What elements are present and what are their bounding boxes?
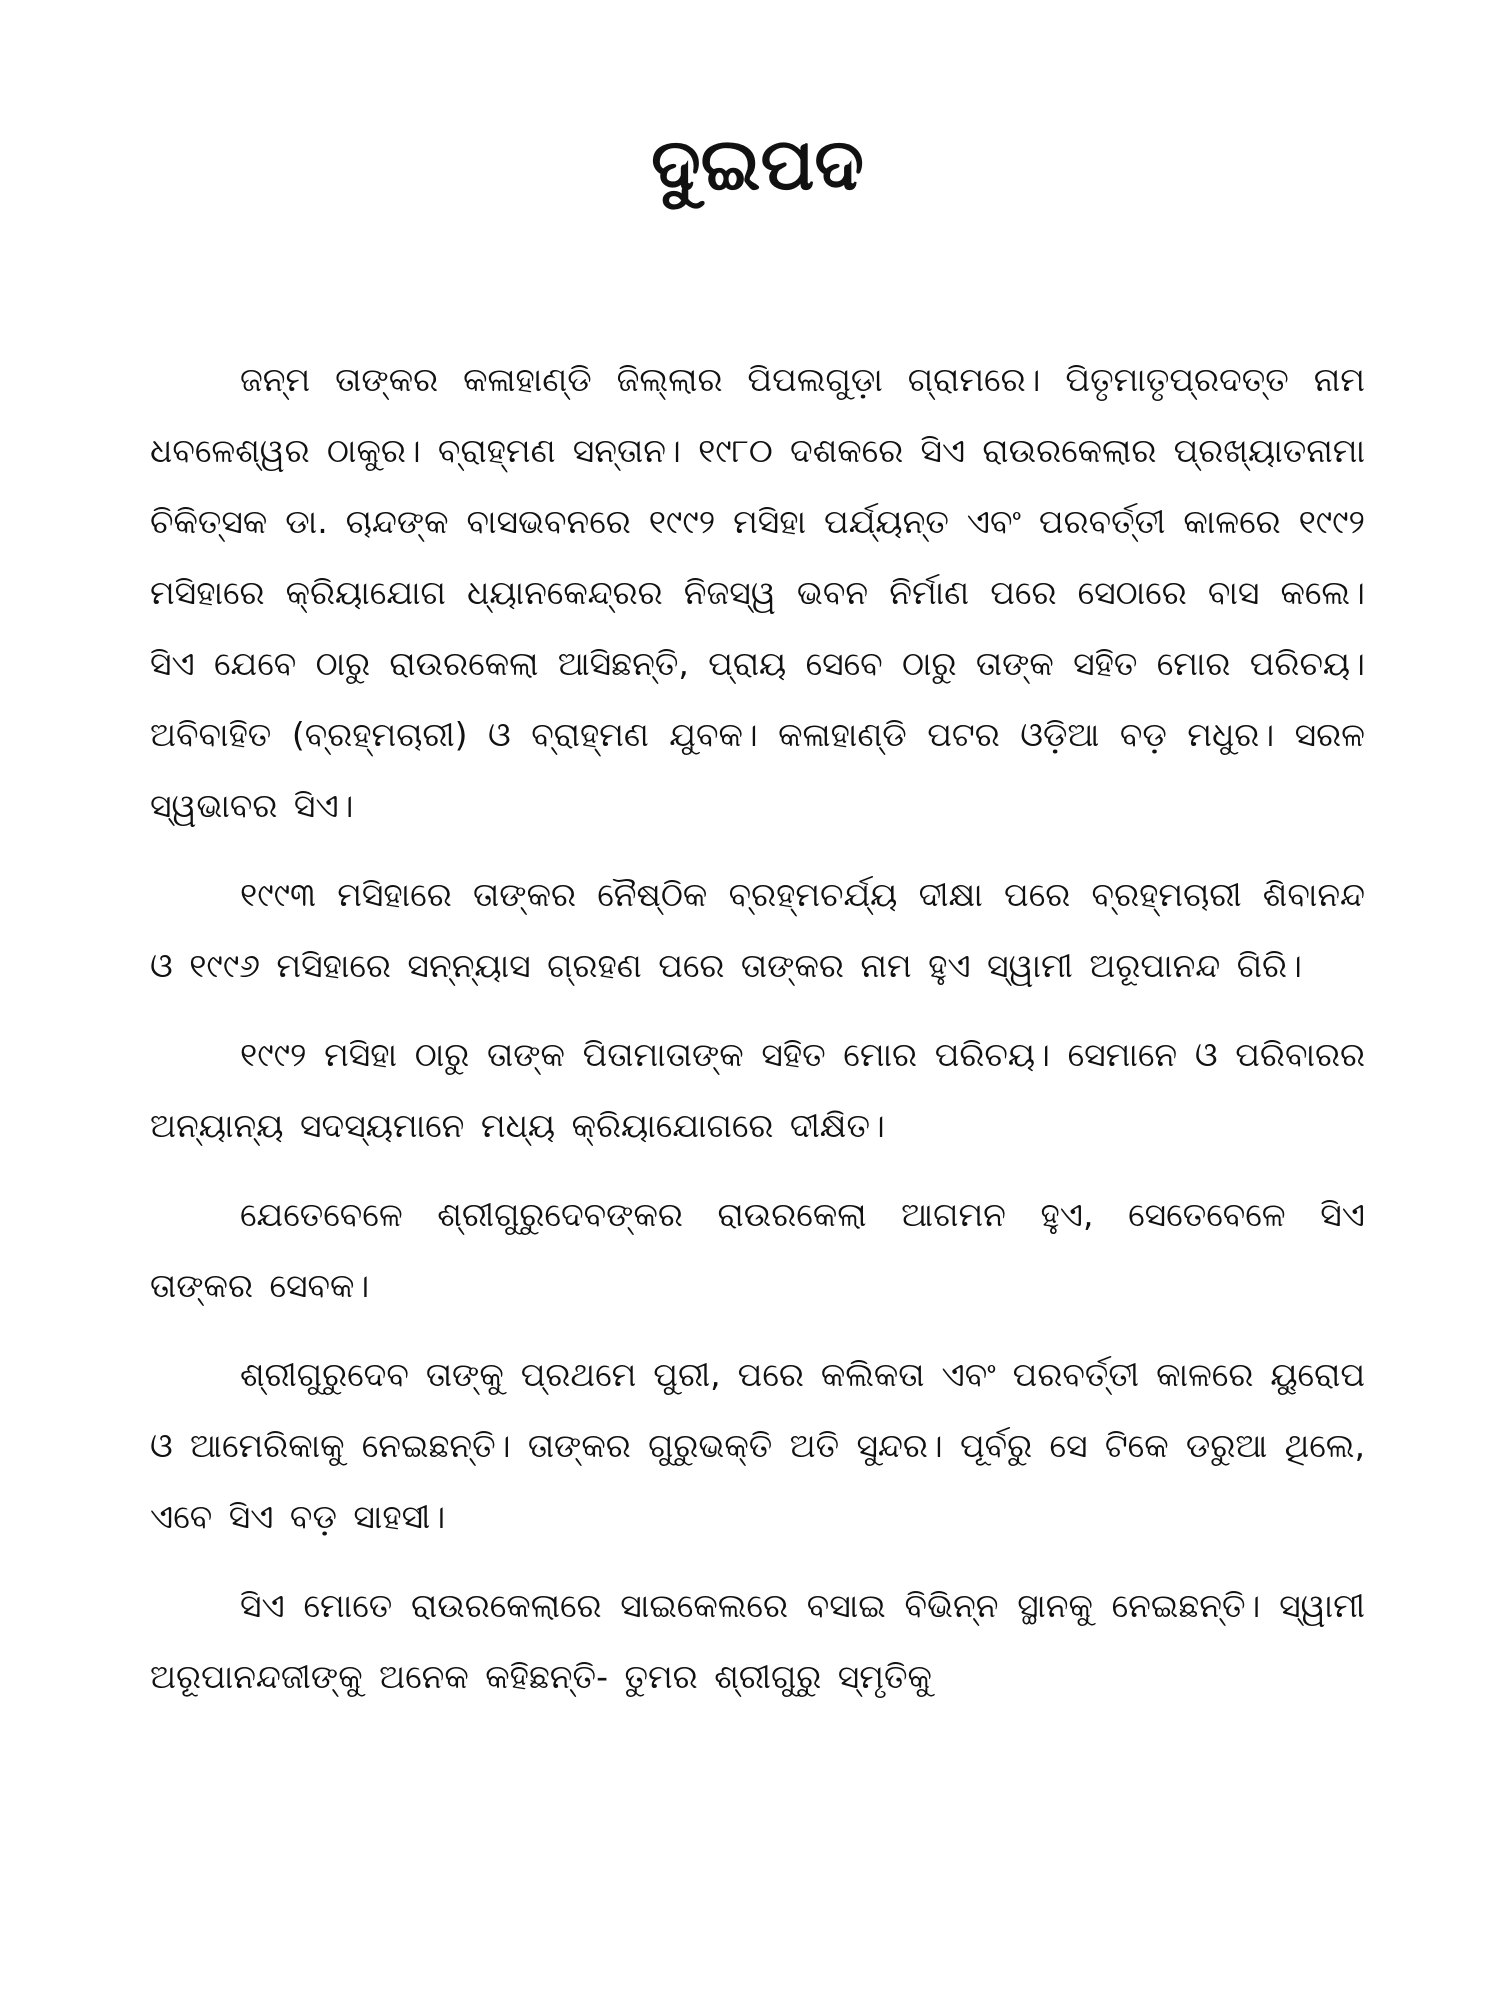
paragraph-2: ୧୯୯୩ ମସିହାରେ ତାଙ୍କର ନୈଷ୍ଠିକ ବ୍ରହ୍ମଚର୍ଯ୍ୟ ଦୀକ୍ଷା ପରେ ବ୍ରହ୍ମଚାରୀ ଶିବାନନ୍ଦ ଓ ୧୯୯୬ ମସିହାରେ ସନ୍ନ୍ୟାସ ଗ୍ରହଣ ପରେ ତାଙ୍କର ନାମ ହୁଏ ସ୍ୱାମୀ ଅରୂପାନନ୍ଦ ଗିରି। — [150, 875, 1365, 986]
paragraph-5: ଶ୍ରୀଗୁରୁଦେବ ତାଙ୍କୁ ପ୍ରଥମେ ପୁରୀ, ପରେ କଲିକତା ଏବଂ ପରବର୍ତ୍ତୀ କାଳରେ ୟୁରୋପ ଓ ଆମେରିକାକୁ ନେଇଛନ୍ତି। ତାଙ୍କର ଗୁରୁଭକ୍ତି ଅତି ସୁନ୍ଦର। ପୂର୍ବରୁ ସେ ଟିକେ ଡରୁଆ ଥିଲେ, ଏବେ ସିଏ ବଡ଼ ସାହସୀ। — [150, 1355, 1365, 1537]
paragraph-4: ଯେତେବେଳେ ଶ୍ରୀଗୁରୁଦେବଙ୍କର ରାଉରକେଲା ଆଗମନ ହୁଏ, ସେତେବେଳେ ସିଏ ତାଙ୍କର ସେବକ। — [150, 1195, 1365, 1306]
page-title: ଦୁଇପଦ — [651, 122, 864, 206]
paragraph-1: ଜନ୍ମ ତାଙ୍କର କଳାହାଣ୍ଡି ଜିଲ୍ଲାର ପିପଲଗୁଡ଼ା ଗ୍ରାମରେ। ପିତୃମାତୃପ୍ରଦତ୍ତ ନାମ ଧବଳେଶ୍ୱର ଠାକୁର। ବ୍ରାହ୍ମଣ ସନ୍ତାନ। ୧୯୮୦ ଦଶକରେ ସିଏ ରାଉରକେଲାର ପ୍ରଖ୍ୟାତନାମା ଚିକିତ୍ସକ ଡା. ଚାନ୍ଦଙ୍କ ବାସଭବନରେ ୧୯୯୨ ମସିହା ପର୍ଯ୍ୟନ୍ତ ଏବଂ ପରବର୍ତ୍ତୀ କାଳରେ ୧୯୯୨ ମସିହାରେ କ୍ରିୟାଯୋଗ ଧ୍ୟାନକେନ୍ଦ୍ରର ନିଜସ୍ୱ ଭବନ ନିର୍ମାଣ ପରେ ସେଠାରେ ବାସ କଲେ। ସିଏ ଯେବେ ଠାରୁ ରାଉରକେଲା ଆସିଛନ୍ତି, ପ୍ରାୟ ସେବେ ଠାରୁ ତାଙ୍କ ସହିତ ମୋର ପରିଚୟ। ଅବିବାହିତ (ବ୍ରହ୍ମଚାରୀ) ଓ ବ୍ରାହ୍ମଣ ଯୁବକ। କଳାହାଣ୍ଡି ପଟର ଓଡ଼ିଆ ବଡ଼ ମଧୁର। ସରଳ ସ୍ୱଭାବର ସିଏ। — [150, 360, 1365, 826]
paragraph-6: ସିଏ ମୋତେ ରାଉରକେଲାରେ ସାଇକେଲରେ ବସାଇ ବିଭିନ୍ନ ସ୍ଥାନକୁ ନେଇଛନ୍ତି। ସ୍ୱାମୀ ଅରୂପାନନ୍ଦଜୀଙ୍କୁ ଅନେକ କହିଛନ୍ତି- ତୁମର ଶ୍ରୀଗୁରୁ ସ୍ମୃତିକୁ — [150, 1586, 1365, 1697]
paragraph-3: ୧୯୯୨ ମସିହା ଠାରୁ ତାଙ୍କ ପିତାମାତାଙ୍କ ସହିତ ମୋର ପରିଚୟ। ସେମାନେ ଓ ପରିବାରର ଅନ୍ୟାନ୍ୟ ସଦସ୍ୟମାନେ ମଧ୍ୟ କ୍ରିୟାଯୋଗରେ ଦୀକ୍ଷିତ। — [150, 1035, 1365, 1146]
